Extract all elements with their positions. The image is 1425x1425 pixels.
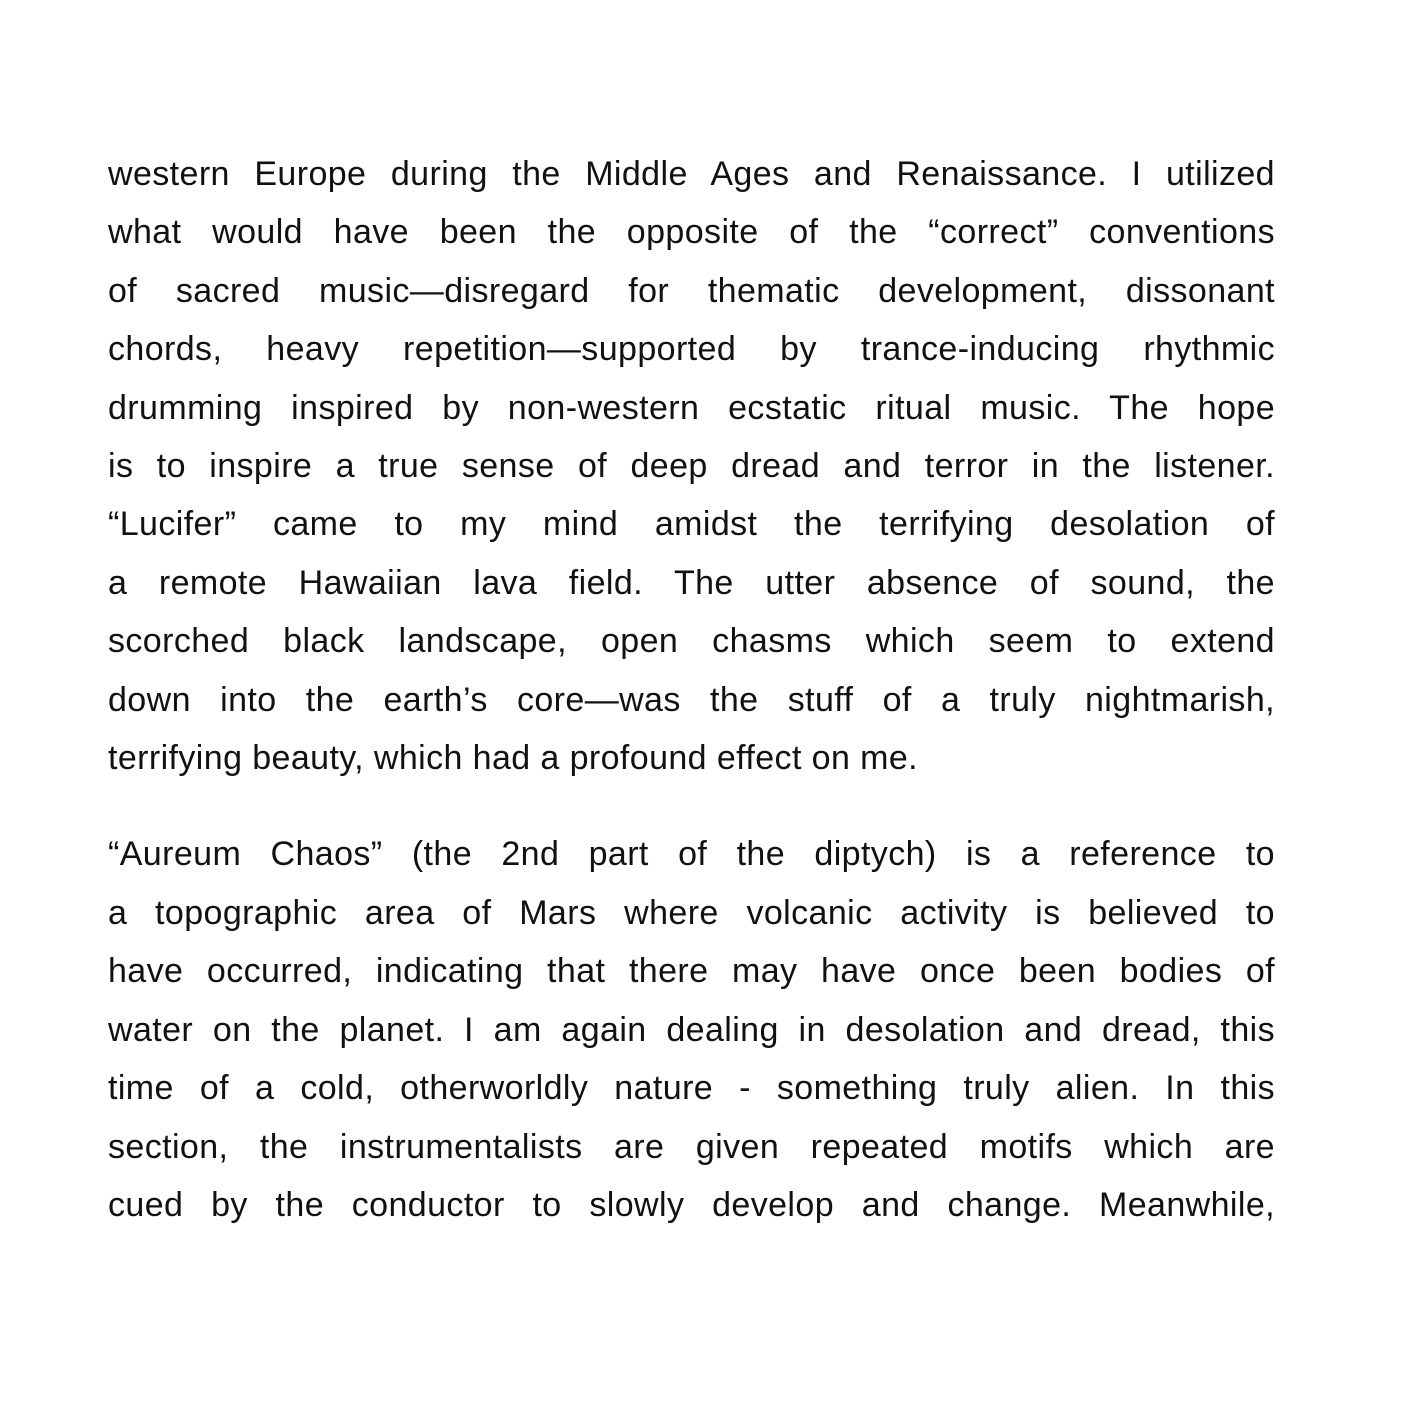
text-line: a topographic area of Mars where volcanic activity is believed to [108, 893, 1275, 932]
text-line: water on the planet. I am again dealing in desolation and dread, this [108, 1010, 1275, 1049]
text-line: western Europe during the Middle Ages and Renaissance. I utilized [108, 155, 1275, 193]
text-line: terrifying beauty, which had a profound effect on me. [108, 739, 918, 778]
text-line: is to inspire a true sense of deep dread and terror in the listener. [108, 447, 1275, 486]
text-line: chords, heavy repetition—supported by trance-inducing rhythmic [108, 330, 1275, 369]
paragraph-lucifer [108, 145, 1275, 787]
text-line: cued by the conductor to slowly develop and change. Meanwhile, [108, 1185, 1275, 1224]
document-page [108, 145, 1275, 1234]
text-line: scorched black landscape, open chasms which seem to extend [108, 622, 1275, 661]
text-line: a remote Hawaiian lava field. The utter absence of sound, the [108, 563, 1275, 602]
text-line: “Aureum Chaos” (the 2nd part of the diptych) is a reference to [108, 835, 1275, 874]
text-line: section, the instrumentalists are given repeated motifs which are [108, 1127, 1275, 1166]
text-line: of sacred music—disregard for thematic development, dissonant [108, 271, 1275, 310]
text-line: what would have been the opposite of the “correct” conventions [108, 213, 1275, 252]
text-line: “Lucifer” came to my mind amidst the terrifying desolation of [108, 505, 1275, 544]
text-line: drumming inspired by non-western ecstatic ritual music. The hope [108, 388, 1275, 427]
text-line: down into the earth’s core—was the stuff of a truly nightmarish, [108, 680, 1275, 719]
text-line: time of a cold, otherworldly nature - something truly alien. In this [108, 1069, 1275, 1108]
text-line: have occurred, indicating that there may have once been bodies of [108, 952, 1275, 991]
paragraph-aureum-chaos [108, 825, 1275, 1234]
